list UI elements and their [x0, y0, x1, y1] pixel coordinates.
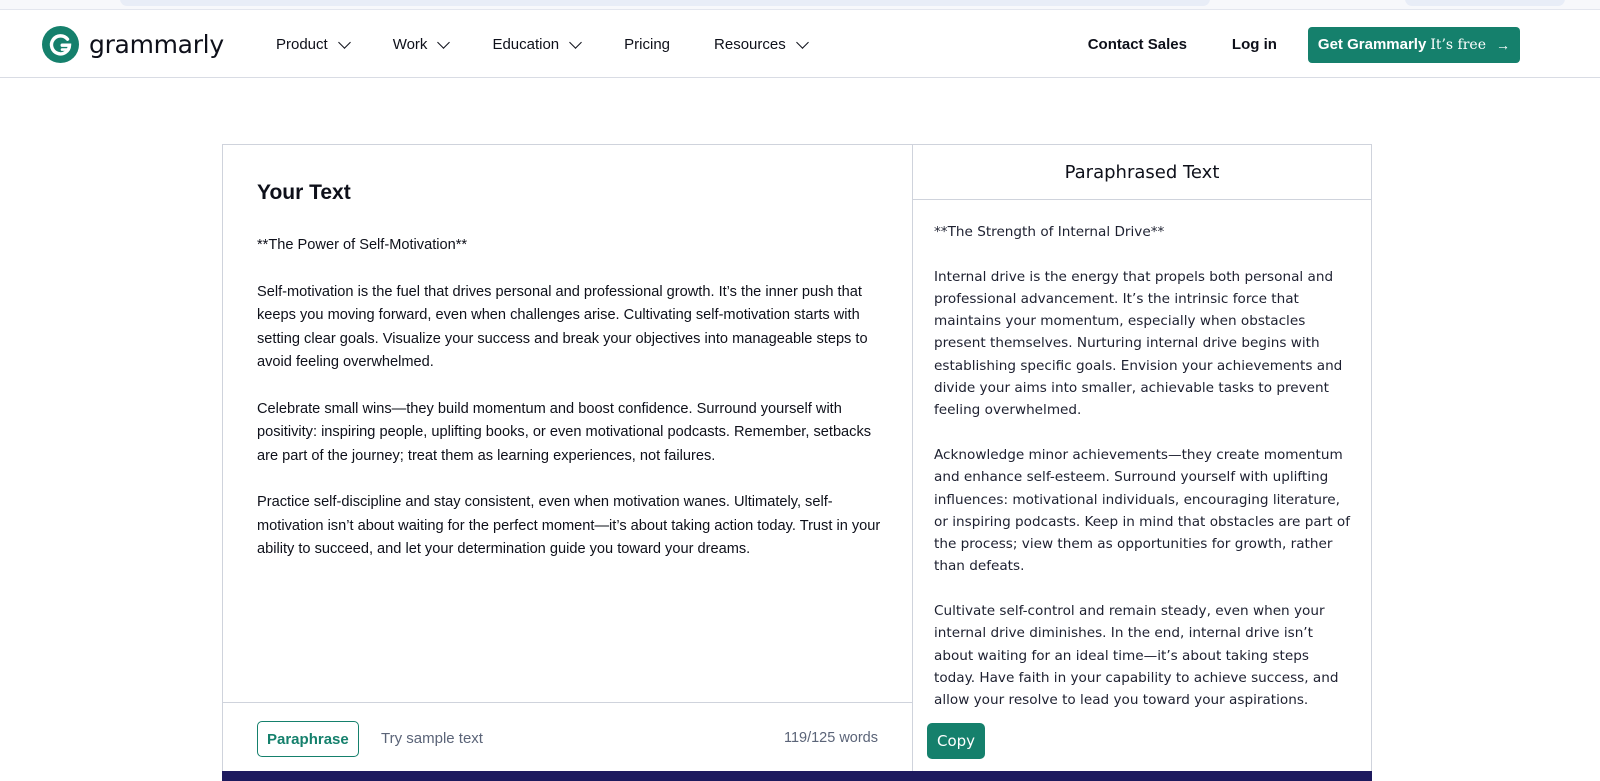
- nav-item-education[interactable]: [492, 36, 580, 53]
- input-pane-footer: [223, 702, 912, 776]
- nav-item-label: Pricing: [624, 36, 671, 53]
- chevron-down-icon: [438, 36, 451, 49]
- output-pane-title: Paraphrased Text: [913, 145, 1371, 200]
- browser-top-strip: [0, 0, 1600, 10]
- chevron-down-icon: [569, 36, 582, 49]
- nav-item-pricing[interactable]: [624, 36, 670, 53]
- bottom-banner-edge: [222, 771, 1372, 781]
- nav-item-label: Product: [276, 36, 328, 53]
- paraphrase-button[interactable]: Paraphrase: [257, 721, 359, 757]
- nav-item-resources[interactable]: [714, 36, 807, 53]
- word-count: 119/125 words: [783, 730, 878, 746]
- output-paragraph: Acknowledge minor achievements—they create momentum and enhance self-esteem. Surround yourself with uplifting influences: motivational individuals, encouraging literature, or inspiring podcasts. Keep in mind that obstacles are part of the process; view them as opportunities for growth, rather than defeats.: [934, 446, 1351, 575]
- chevron-down-icon: [338, 36, 351, 49]
- nav-item-work[interactable]: [393, 36, 449, 53]
- output-paragraph: **The Strength of Internal Drive**: [934, 224, 1165, 240]
- log-in-link[interactable]: Log in: [1231, 36, 1277, 53]
- brand-name: grammarly: [89, 30, 224, 59]
- output-pane: [913, 145, 1371, 781]
- pane-title: Your Text: [257, 181, 351, 204]
- try-sample-text-link[interactable]: Try sample text: [381, 730, 483, 747]
- get-grammarly-button[interactable]: [1308, 27, 1520, 63]
- paraphrased-text: [934, 221, 1352, 734]
- nav-item-product[interactable]: [276, 36, 349, 53]
- output-paragraph: Internal drive is the energy that propels both personal and professional advancement. It’s the intrinsic force that maintains your momentum, especially when obstacles present themselves. Nurturing internal drive begins with establishing specific goals. Envision your achievements and divide your aims into smaller, achievable tasks to prevent feeling overwhelmed.: [934, 268, 1343, 419]
- copy-button[interactable]: Copy: [927, 723, 985, 759]
- input-text-area[interactable]: [257, 234, 887, 585]
- nav-item-label: Education: [492, 36, 560, 53]
- cta-sublabel: It’s free: [1430, 36, 1486, 53]
- paraphraser-tool: [222, 144, 1372, 781]
- grammarly-g-icon: [42, 26, 79, 63]
- input-paragraph: **The Power of Self-Motivation**: [257, 237, 468, 253]
- site-header: [0, 11, 1600, 78]
- chevron-down-icon: [796, 36, 809, 49]
- cta-label: Get Grammarly: [1317, 36, 1427, 53]
- browser-button-edge: [1405, 0, 1565, 6]
- address-bar-edge: [120, 0, 1210, 6]
- nav-item-label: Work: [392, 36, 428, 53]
- contact-sales-link[interactable]: Contact Sales: [1087, 36, 1187, 53]
- input-paragraph: Practice self-discipline and stay consistent, even when motivation wanes. Ultimately, self-motivation isn’t about waiting for the perfect moment—it’s about taking action today. Trust in your ability to succeed, and let your determination guide you toward your dreams.: [257, 494, 881, 558]
- scrolled-text-fragment: [540, 72, 840, 78]
- arrow-right-icon: →: [1496, 36, 1510, 53]
- nav-item-label: Resources: [714, 36, 786, 53]
- grammarly-logo[interactable]: [42, 26, 224, 63]
- input-pane: [223, 145, 913, 781]
- output-paragraph: Cultivate self-control and remain steady, even when your internal drive diminishes. In the end, internal drive isn’t about waiting for an ideal time—it’s about taking steps today. Have faith in your capability to achieve success, and allow your resolve to lead you toward your aspirations.: [934, 603, 1339, 709]
- header-actions: [1088, 11, 1520, 78]
- main-nav: [276, 11, 851, 78]
- input-paragraph: Celebrate small wins—they build momentum and boost confidence. Surround yourself with positivity: inspiring people, uplifting books, or even motivational podcasts. Remember, setbacks are part of the journey; treat them as learning experiences, not failures.: [257, 400, 872, 464]
- input-paragraph: Self-motivation is the fuel that drives personal and professional growth. It’s the inner push that keeps you moving forward, even when challenges arise. Cultivating self-motivation starts with setting clear goals. Visualize your success and break your objectives into manageable steps to avoid feeling overwhelmed.: [257, 283, 868, 371]
